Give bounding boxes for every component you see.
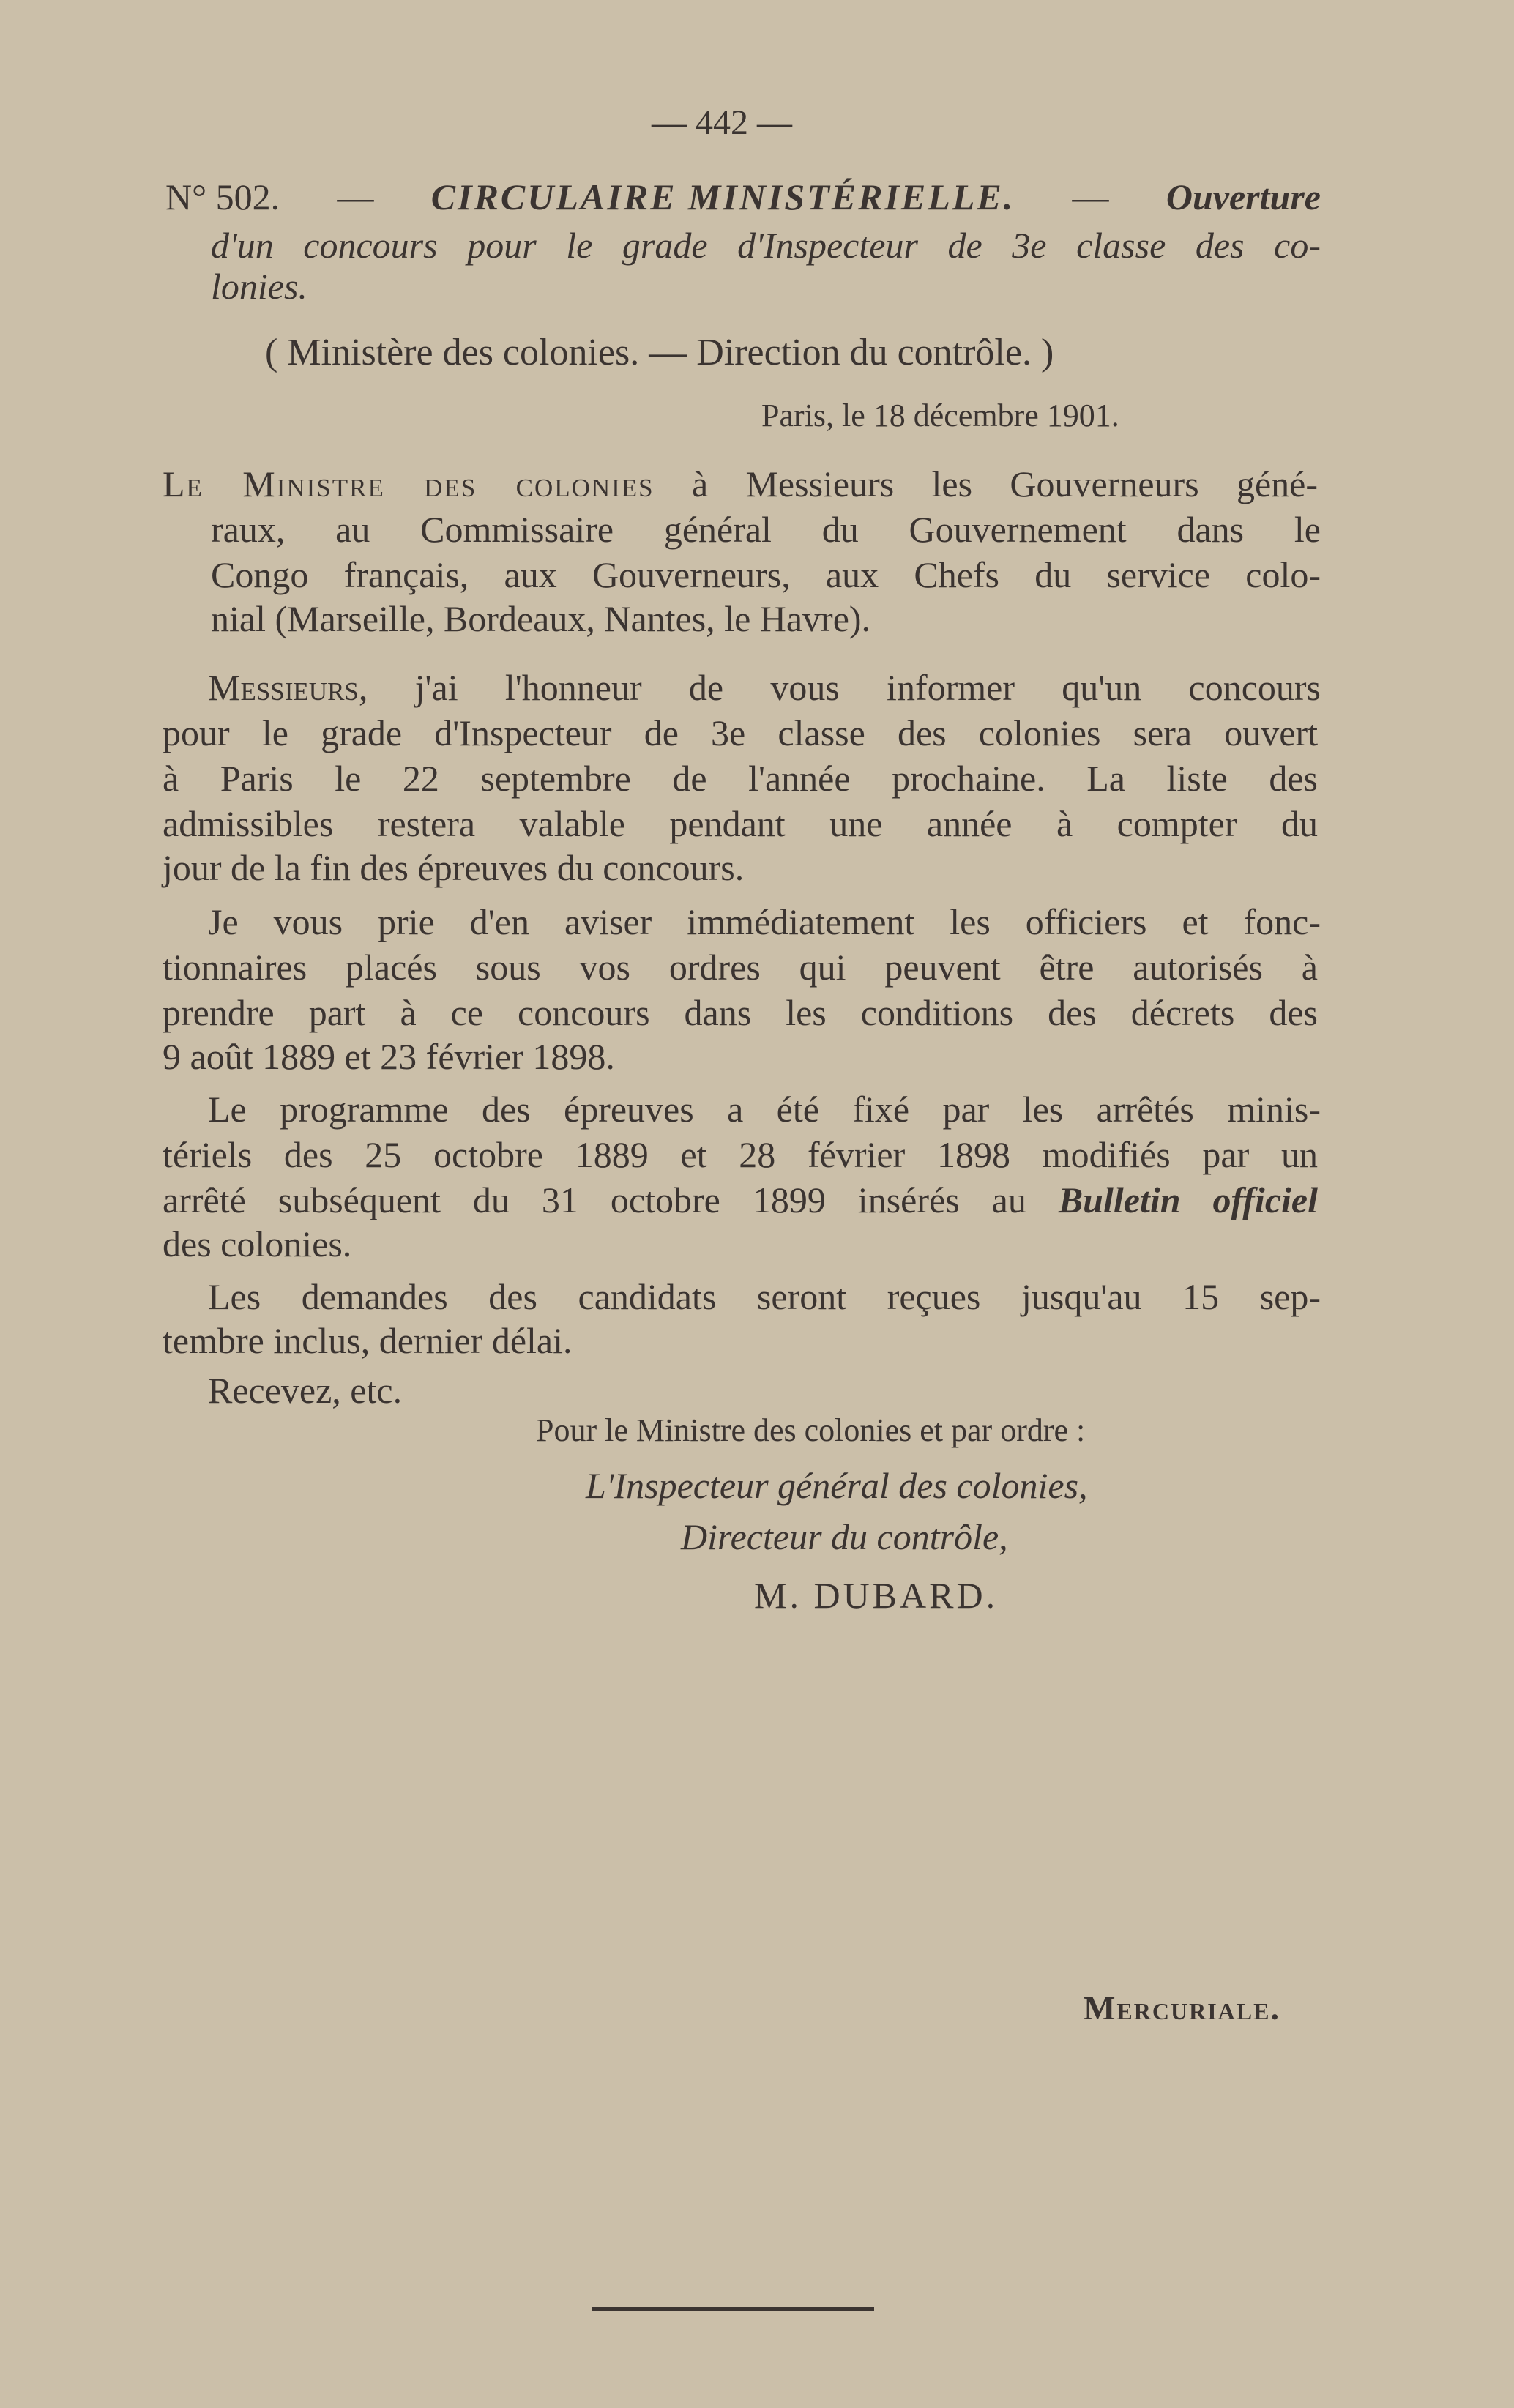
catchword: Mercuriale. [1084, 1989, 1280, 2027]
p1-line-5: jour de la fin des épreuves du concours. [163, 847, 745, 888]
signature-line-2: L'Inspecteur général des colonies, [586, 1465, 1088, 1506]
separator-rule [592, 2307, 874, 2311]
address-line-4: nial (Marseille, Bordeaux, Nantes, le Havre). [211, 598, 871, 639]
page-number: — 442 — [652, 103, 792, 142]
salutation: Messieurs, [208, 667, 368, 708]
closing-formula: Recevez, etc. [208, 1370, 403, 1411]
address-line-3: Congo français, aux Gouverneurs, aux Chefs du service colo- [211, 554, 1321, 595]
signature-line-3: Directeur du contrôle, [681, 1516, 1008, 1557]
circular-title: CIRCULAIRE MINISTÉRIELLE. [430, 176, 1015, 217]
heading-line-1 [165, 176, 1321, 218]
p3-line-2: tériels des 25 octobre 1889 et 28 février 1898 modifiés par un [163, 1134, 1318, 1175]
p2-line-1: Je vous prie d'en aviser immédiatement les officiers et fonc- [208, 901, 1321, 942]
p1-line-4: admissibles restera valable pendant une année à compter du [163, 803, 1318, 844]
p3-line-4: des colonies. [163, 1223, 352, 1264]
p1-line-1-rest: j'ai l'honneur de vous informer qu'un concours [414, 667, 1321, 708]
bulletin-title: Bulletin officiel [1058, 1179, 1318, 1220]
heading-dash-2: — [1072, 176, 1109, 217]
circular-subject-line-2: d'un concours pour le grade d'Inspecteur de 3e classe des co- [211, 225, 1321, 266]
circular-subject-start: Ouverture [1166, 176, 1321, 217]
p2-line-3: prendre part à ce concours dans les conditions des décrets des [163, 992, 1318, 1033]
address-line-1 [163, 461, 1318, 507]
p2-line-2: tionnaires placés sous vos ordres qui peuvent être autorisés à [163, 947, 1318, 988]
p1-line-1 [208, 665, 1321, 710]
p3-line-3-text: arrêté subséquent du 31 octobre 1899 insérés au [163, 1179, 1026, 1220]
p4-line-2: tembre inclus, dernier délai. [163, 1320, 573, 1361]
signature-name: M. DUBARD. [754, 1575, 999, 1616]
dateline: Paris, le 18 décembre 1901. [761, 398, 1119, 433]
circular-subject-line-3: lonies. [211, 266, 307, 307]
address-lead: Le Ministre des colonies [163, 463, 655, 504]
p1-line-3: à Paris le 22 septembre de l'année prochaine. La liste des [163, 758, 1318, 799]
p1-line-2: pour le grade d'Inspecteur de 3e classe des colonies sera ouvert [163, 712, 1318, 753]
circular-number: N° 502. [165, 176, 280, 217]
address-line-1-rest: à Messieurs les Gouverneurs géné- [691, 463, 1318, 504]
heading-dash: — [337, 176, 374, 217]
address-line-2: raux, au Commissaire général du Gouvernement dans le [211, 509, 1321, 550]
signature-line-1: Pour le Ministre des colonies et par ordre : [536, 1412, 1086, 1448]
p4-line-1: Les demandes des candidats seront reçues jusqu'au 15 sep- [208, 1276, 1321, 1317]
p3-line-3 [163, 1177, 1318, 1223]
source-ministry: ( Ministère des colonies. — Direction du contrôle. ) [265, 332, 1054, 373]
p2-line-4: 9 août 1889 et 23 février 1898. [163, 1036, 615, 1077]
p3-line-1: Le programme des épreuves a été fixé par les arrêtés minis- [208, 1089, 1321, 1130]
